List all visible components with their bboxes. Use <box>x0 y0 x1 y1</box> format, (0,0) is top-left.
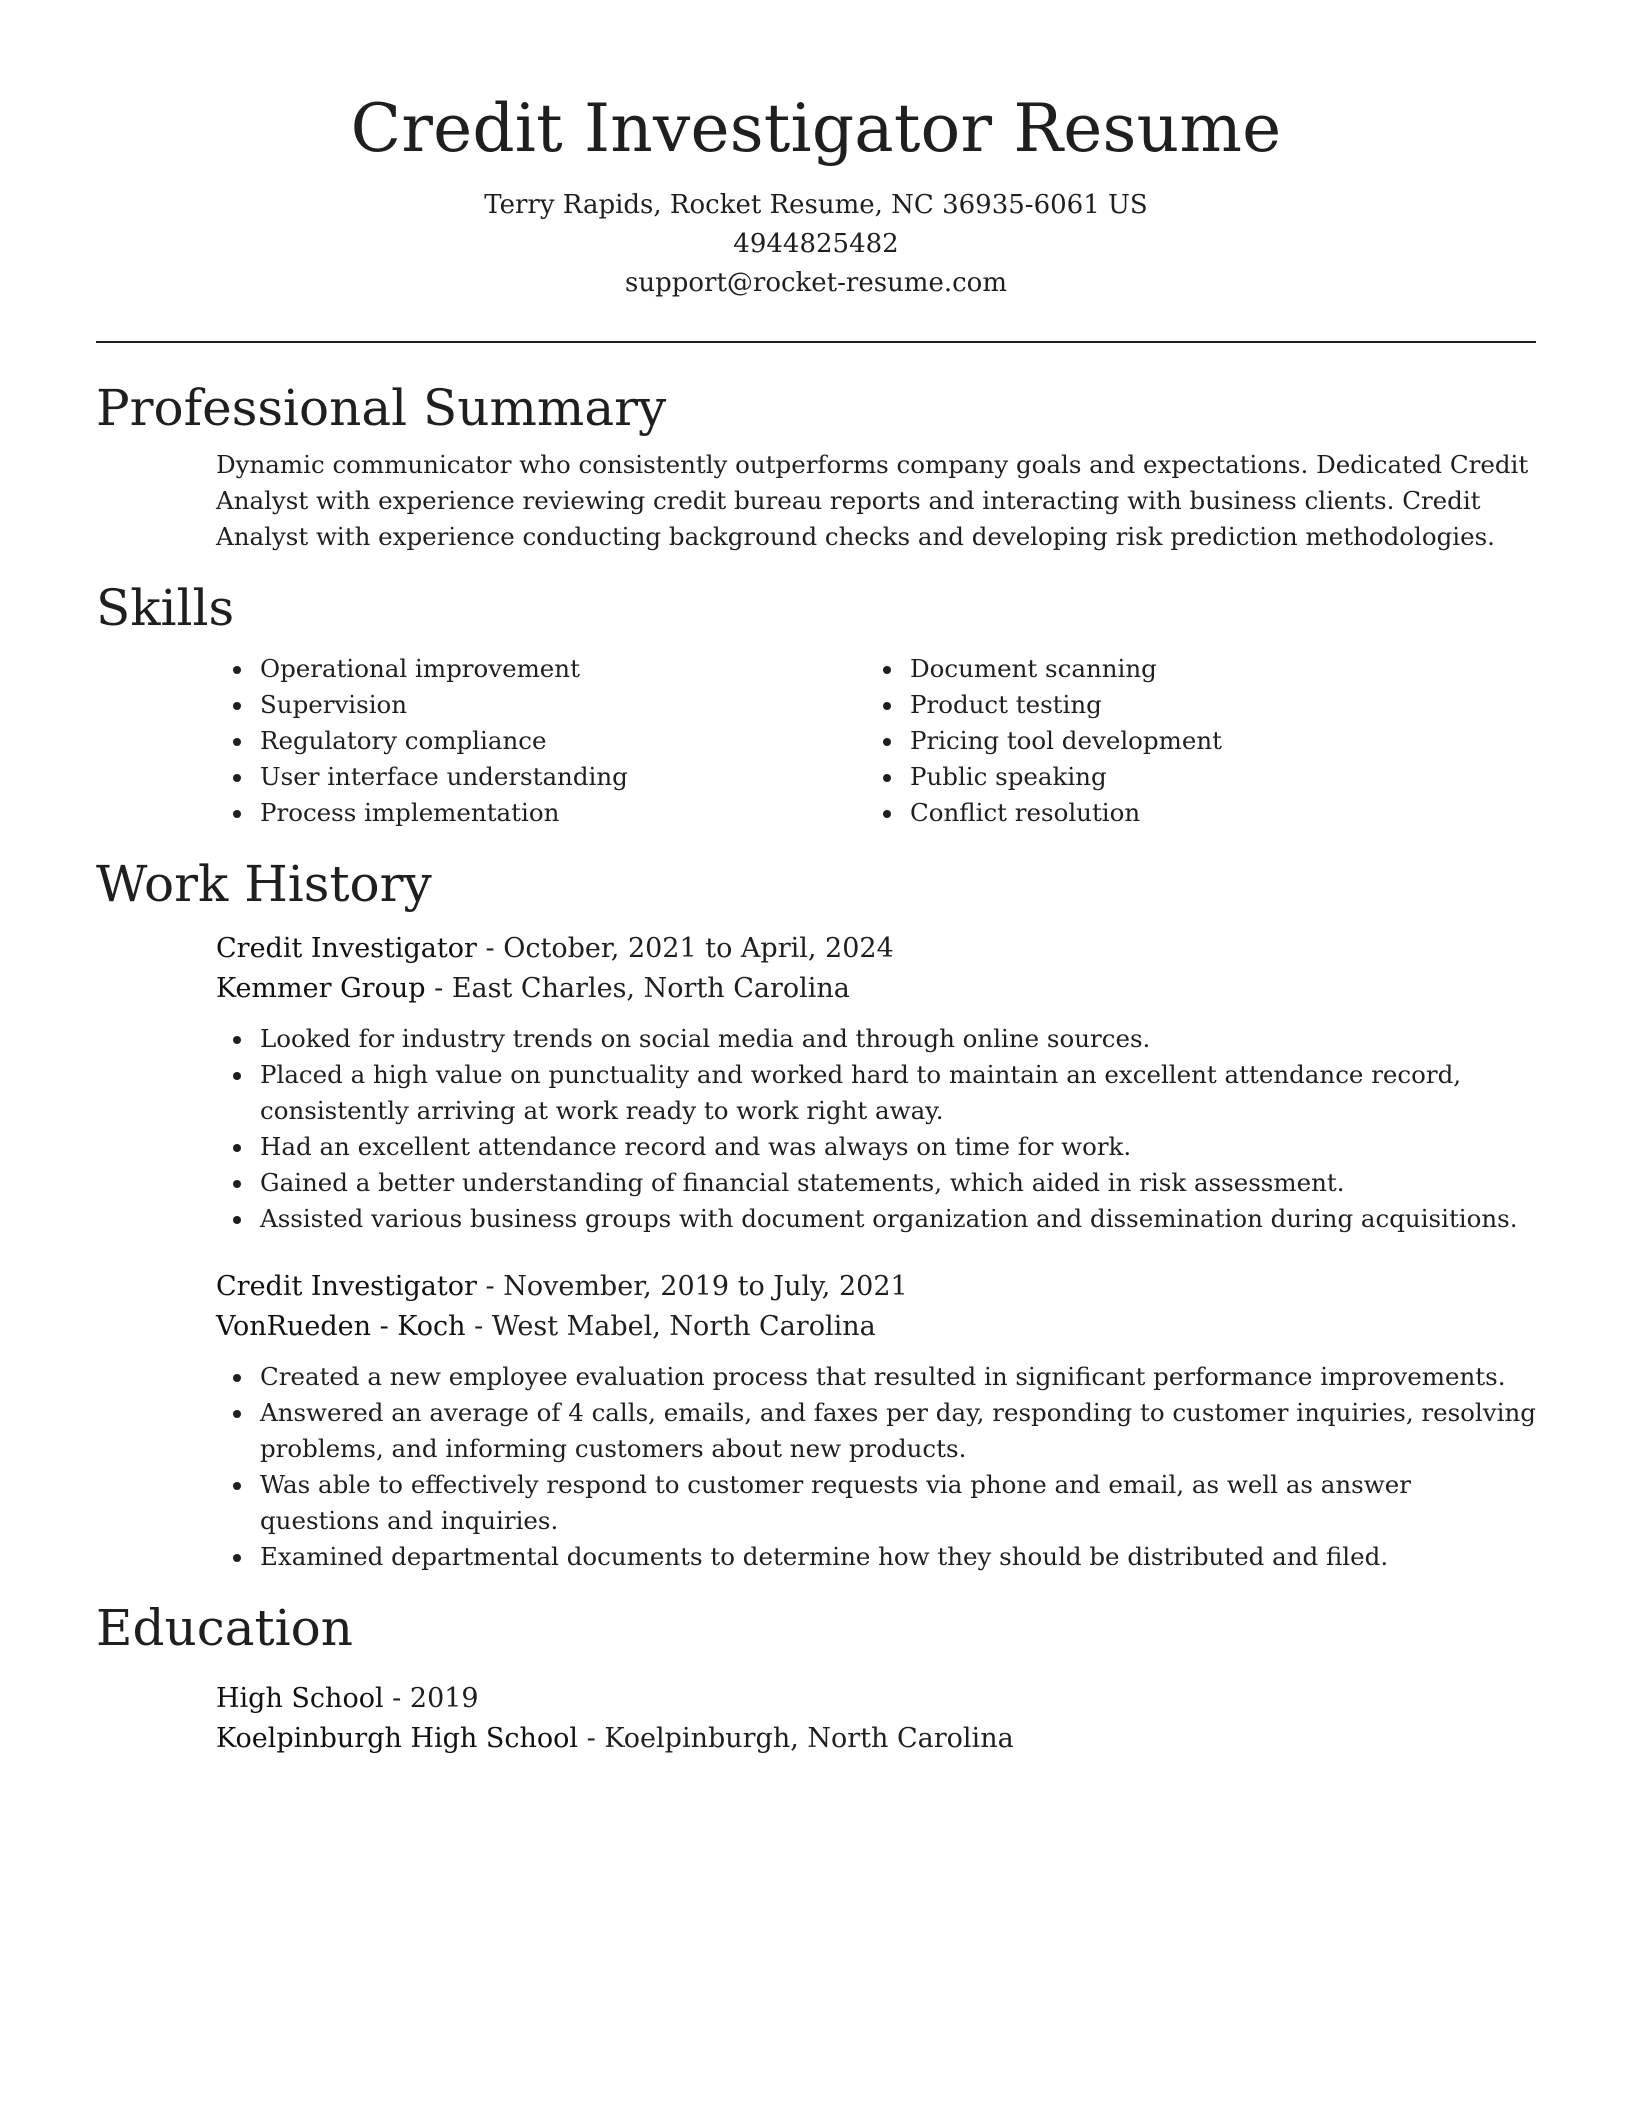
summary-text: Dynamic communicator who consistently outperforms company goals and expectations. Dedicated Credit Analyst with experience reviewing credit bureau reports and interacting with business clients. Credit Analyst with experience conducting background checks and developing risk prediction methodologies. <box>216 450 1529 551</box>
skill-item: Process implementation <box>216 795 866 831</box>
skill-item: Supervision <box>216 687 866 723</box>
skills-list-right <box>866 651 1516 831</box>
education-heading: Education <box>96 1599 353 1657</box>
skills-columns <box>216 651 1536 831</box>
job-title: Credit Investigator <box>216 1271 477 1302</box>
skill-item: User interface understanding <box>216 759 866 795</box>
skill-item: Regulatory compliance <box>216 723 866 759</box>
header-divider <box>96 341 1536 343</box>
education-entry <box>216 1679 1536 1759</box>
job-location: West Mabel, North Carolina <box>491 1311 876 1342</box>
contact-address: Terry Rapids, Rocket Resume, NC 36935-6061 US <box>484 190 1148 220</box>
resume-title: Credit Investigator Resume <box>350 90 1282 167</box>
education-section <box>96 1597 1536 1759</box>
resume-header <box>96 0 1536 303</box>
resume-page <box>96 0 1536 1759</box>
summary-heading: Professional Summary <box>96 379 667 437</box>
job-bullet: Looked for industry trends on social media and through online sources. <box>216 1021 1536 1057</box>
contact-email: support@rocket-resume.com <box>624 268 1007 298</box>
skills-section <box>96 577 1536 831</box>
skills-list-left <box>216 651 866 831</box>
contact-phone: 4944825482 <box>733 229 899 259</box>
skill-item: Public speaking <box>866 759 1516 795</box>
job-bullet: Had an excellent attendance record and was always on time for work. <box>216 1129 1536 1165</box>
job-bullet: Was able to effectively respond to customer requests via phone and email, as well as answer questions and inquiries. <box>216 1467 1536 1539</box>
job-bullet: Created a new employee evaluation process that resulted in significant performance improvements. <box>216 1359 1536 1395</box>
job-company: Kemmer Group <box>216 973 426 1004</box>
education-school-line: Koelpinburgh High School - Koelpinburgh, North Carolina <box>216 1723 1014 1754</box>
summary-section <box>96 377 1536 555</box>
job-bullet: Placed a high value on punctuality and worked hard to maintain an excellent attendance record, consistently arriving at work ready to work right away. <box>216 1057 1536 1129</box>
job-bullet: Gained a better understanding of financial statements, which aided in risk assessment. <box>216 1165 1536 1201</box>
job-title-line: Credit Investigator - October, 2021 to April, 2024 <box>216 933 894 964</box>
education-degree: High School <box>216 1683 384 1714</box>
job-entry <box>216 929 1536 1237</box>
job-bullet: Assisted various business groups with document organization and dissemination during acquisitions. <box>216 1201 1536 1237</box>
job-dates: November, 2019 to July, 2021 <box>503 1271 908 1302</box>
contact-block <box>96 186 1536 303</box>
job-company-line: Kemmer Group - East Charles, North Carolina <box>216 973 850 1004</box>
skill-item: Conflict resolution <box>866 795 1516 831</box>
job-company: VonRueden - Koch <box>216 1311 466 1342</box>
education-location: Koelpinburgh, North Carolina <box>604 1723 1014 1754</box>
skills-heading: Skills <box>96 579 235 637</box>
job-title: Credit Investigator <box>216 933 477 964</box>
education-school: Koelpinburgh High School <box>216 1723 579 1754</box>
skill-item: Operational improvement <box>216 651 866 687</box>
job-bullets <box>216 1359 1536 1575</box>
job-location: East Charles, North Carolina <box>451 973 850 1004</box>
skill-item: Product testing <box>866 687 1516 723</box>
job-entry <box>216 1267 1536 1575</box>
job-bullet: Answered an average of 4 calls, emails, and faxes per day, responding to customer inquiries, resolving problems, and informing customers about new products. <box>216 1395 1536 1467</box>
education-year: 2019 <box>409 1683 479 1714</box>
job-bullet: Examined departmental documents to determine how they should be distributed and filed. <box>216 1539 1536 1575</box>
job-company-line: VonRueden - Koch - West Mabel, North Carolina <box>216 1311 876 1342</box>
job-title-line: Credit Investigator - November, 2019 to July, 2021 <box>216 1271 908 1302</box>
skill-item: Pricing tool development <box>866 723 1516 759</box>
skill-item: Document scanning <box>866 651 1516 687</box>
job-bullets <box>216 1021 1536 1237</box>
work-history-section <box>96 853 1536 1575</box>
education-degree-line: High School - 2019 <box>216 1683 479 1714</box>
work-history-heading: Work History <box>96 855 432 913</box>
job-dates: October, 2021 to April, 2024 <box>503 933 894 964</box>
